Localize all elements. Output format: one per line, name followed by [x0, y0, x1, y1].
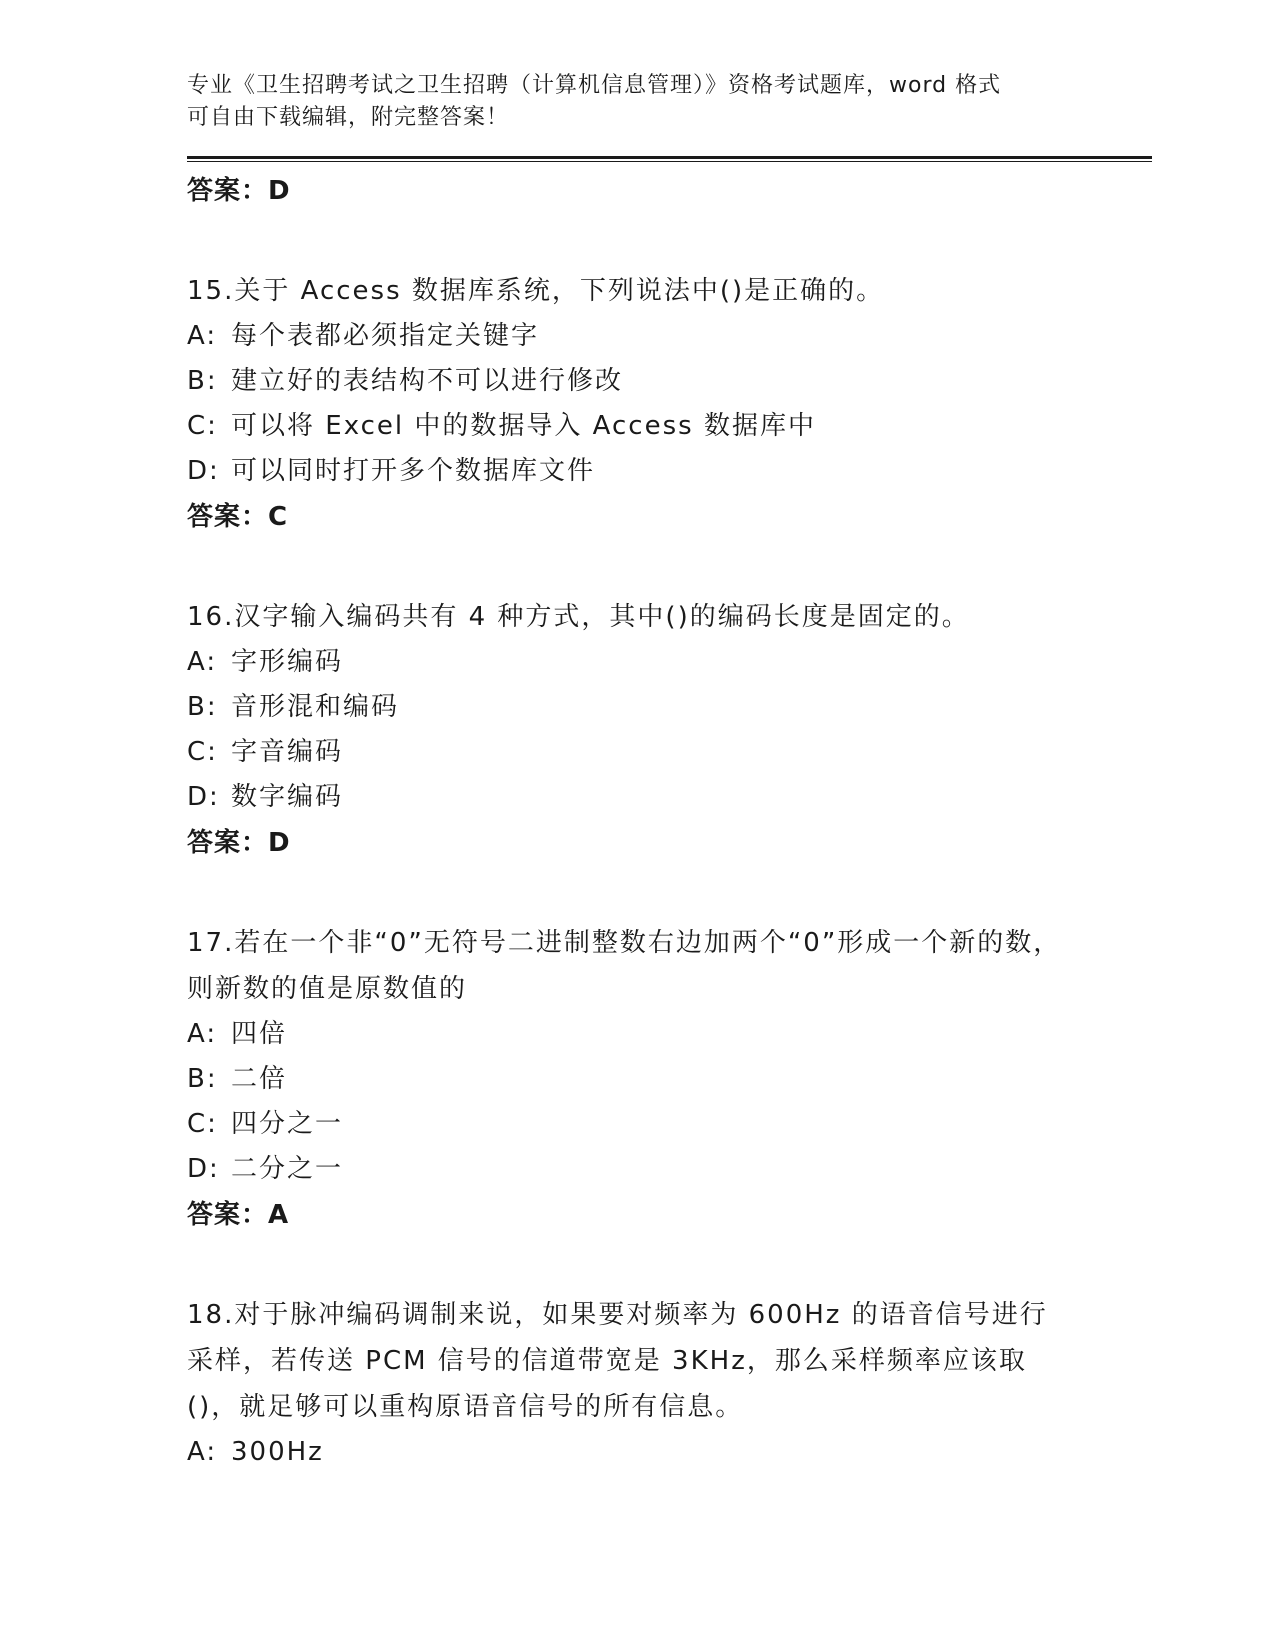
- option-b: [187, 685, 1147, 730]
- answer-line: 答案：C: [187, 502, 289, 532]
- option-d: [187, 449, 1147, 494]
- option-d: [187, 775, 1147, 820]
- content: [187, 168, 1147, 1475]
- question-text: 17.若在一个非“0”无符号二进制整数右边加两个“0”形成一个新的数，则新数的值是原数值的: [187, 928, 1062, 1004]
- option-d: [187, 1147, 1147, 1192]
- option-b: [187, 1057, 1147, 1102]
- option-text: 四倍: [231, 1019, 288, 1049]
- option-key: D:: [187, 782, 220, 812]
- option-key: B:: [187, 1064, 218, 1094]
- option-text: 可以同时打开多个数据库文件: [231, 456, 596, 486]
- question-text: 15.关于 Access 数据库系统，下列说法中()是正确的。: [187, 276, 885, 306]
- option-a: [187, 1012, 1147, 1057]
- document-page: [187, 70, 1147, 1475]
- option-text: 字音编码: [231, 737, 344, 767]
- option-key: D:: [187, 456, 220, 486]
- option-key: A:: [187, 321, 218, 351]
- option-text: 二倍: [231, 1064, 288, 1094]
- option-key: A:: [187, 1437, 218, 1467]
- answer-line: 答案：A: [187, 1200, 290, 1230]
- option-key: B:: [187, 366, 218, 396]
- option-text: 数字编码: [231, 782, 344, 812]
- option-text: 字形编码: [231, 647, 344, 677]
- option-key: C:: [187, 737, 218, 767]
- option-c: [187, 730, 1147, 775]
- question-text: 16.汉字输入编码共有 4 种方式，其中()的编码长度是固定的。: [187, 602, 970, 632]
- option-text: 300Hz: [231, 1437, 324, 1467]
- question-15: [187, 268, 1147, 540]
- option-b: [187, 359, 1147, 404]
- option-text: 二分之一: [231, 1154, 344, 1184]
- option-key: B:: [187, 692, 218, 722]
- question-18: [187, 1292, 1147, 1475]
- header-line-1: 专业《卫生招聘考试之卫生招聘（计算机信息管理）》资格考试题库，word 格式: [187, 73, 1002, 98]
- option-text: 建立好的表结构不可以进行修改: [231, 366, 624, 396]
- option-text: 音形混和编码: [231, 692, 400, 722]
- option-text: 四分之一: [231, 1109, 344, 1139]
- option-c: [187, 1102, 1147, 1147]
- option-key: D:: [187, 1154, 220, 1184]
- option-a: [187, 640, 1147, 685]
- option-key: C:: [187, 411, 218, 441]
- answer-line: 答案：D: [187, 828, 291, 858]
- option-a: [187, 1430, 1147, 1475]
- answer-line: 答案：D: [187, 176, 291, 206]
- option-key: A:: [187, 1019, 218, 1049]
- document-header: [187, 70, 1067, 134]
- option-a: [187, 314, 1147, 359]
- question-text: 18.对于脉冲编码调制来说，如果要对频率为 600Hz 的语音信号进行采样，若传送 PCM 信号的信道带宽是 3KHz，那么采样频率应该取()，就足够可以重构原语音信号的所有信息。: [187, 1300, 1048, 1422]
- header-line-2: 可自由下载编辑，附完整答案！: [187, 105, 510, 130]
- question-17: [187, 920, 1147, 1238]
- option-text: 可以将 Excel 中的数据导入 Access 数据库中: [231, 411, 816, 441]
- header-divider: [187, 156, 1152, 162]
- option-text: 每个表都必须指定关键字: [231, 321, 540, 351]
- option-key: C:: [187, 1109, 218, 1139]
- question-16: [187, 594, 1147, 866]
- option-c: [187, 404, 1147, 449]
- option-key: A:: [187, 647, 218, 677]
